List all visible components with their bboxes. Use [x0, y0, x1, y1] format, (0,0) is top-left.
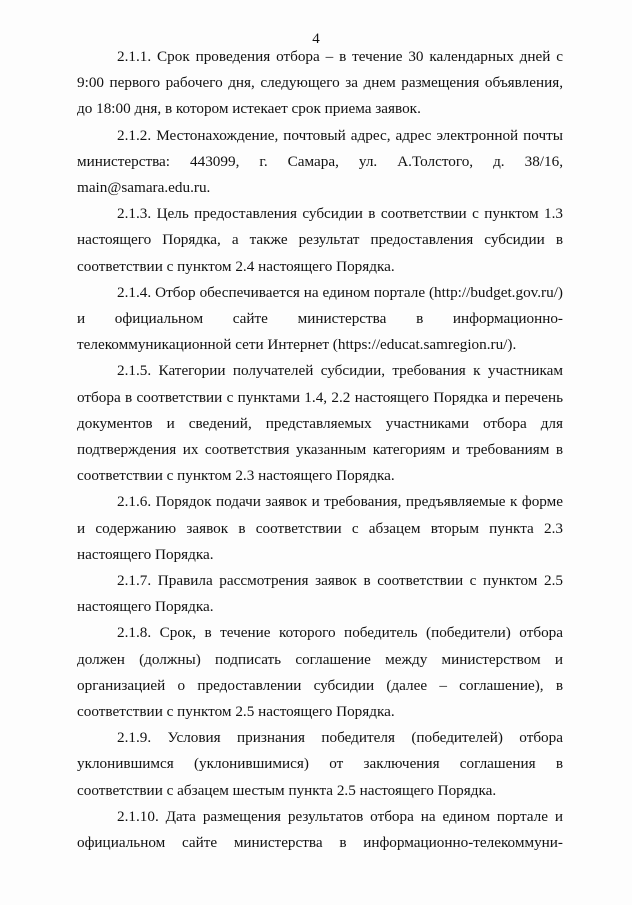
- page-number: 4: [312, 31, 320, 47]
- document-body: [77, 44, 563, 856]
- paragraph-2-1-8: 2.1.8. Срок, в течение которого победитель (победители) отбора должен (должны) подписать соглашение между министерством и организацией о предоставлении субсидии (далее – соглашение), в соответствии с пунктом 2.5 настоящего Порядка.: [77, 624, 563, 721]
- paragraph-2-1-7: 2.1.7. Правила рассмотрения заявок в соответствии с пунктом 2.5 настоящего Порядка.: [77, 572, 563, 616]
- paragraph-2-1-9: 2.1.9. Условия признания победителя (победителей) отбора уклонившимся (уклонившимися) от заключения соглашения в соответствии с абзацем шестым пункта 2.5 настоящего Порядка.: [77, 729, 563, 799]
- paragraph-2-1-2: 2.1.2. Местонахождение, почтовый адрес, адрес электронной почты министерства: 443099, г. Самара, ул. А.Толстого, д. 38/16, main@samara.edu.ru.: [77, 126, 563, 197]
- paragraph-2-1-4: 2.1.4. Отбор обеспечивается на едином портале (http://budget.gov.ru/) и официальном сайте министерства в информационно-телекоммуникационной сети Интернет (https://educat.samregion.ru/).: [77, 283, 563, 354]
- paragraph-2-1-10: 2.1.10. Дата размещения результатов отбора на едином портале и официальном сайте министерства в информационно-телекоммуни-: [77, 807, 563, 852]
- paragraph-2-1-5: 2.1.5. Категории получателей субсидии, требования к участникам отбора в соответствии с пунктами 1.4, 2.2 настоящего Порядка и перечень документов и сведений, представляемых участниками отбора для подтверждения их соответствия указанным категориям и требованиям в соответствии с пунктом 2.3 настоящего Порядка.: [77, 362, 563, 485]
- paragraph-2-1-6: 2.1.6. Порядок подачи заявок и требования, предъявляемые к форме и содержанию заявок в соответствии с абзацем вторым пункта 2.3 настоящего Порядка.: [77, 493, 563, 563]
- paragraph-2-1-3: 2.1.3. Цель предоставления субсидии в соответствии с пунктом 1.3 настоящего Порядка, а также результат предоставления субсидии в соответствии с пунктом 2.4 настоящего Порядка.: [77, 205, 563, 275]
- paragraph-2-1-1: 2.1.1. Срок проведения отбора – в течение 30 календарных дней с 9:00 первого рабочего дня, следующего за днем размещения объявления, до 18:00 дня, в котором истекает срок приема заявок.: [77, 48, 563, 118]
